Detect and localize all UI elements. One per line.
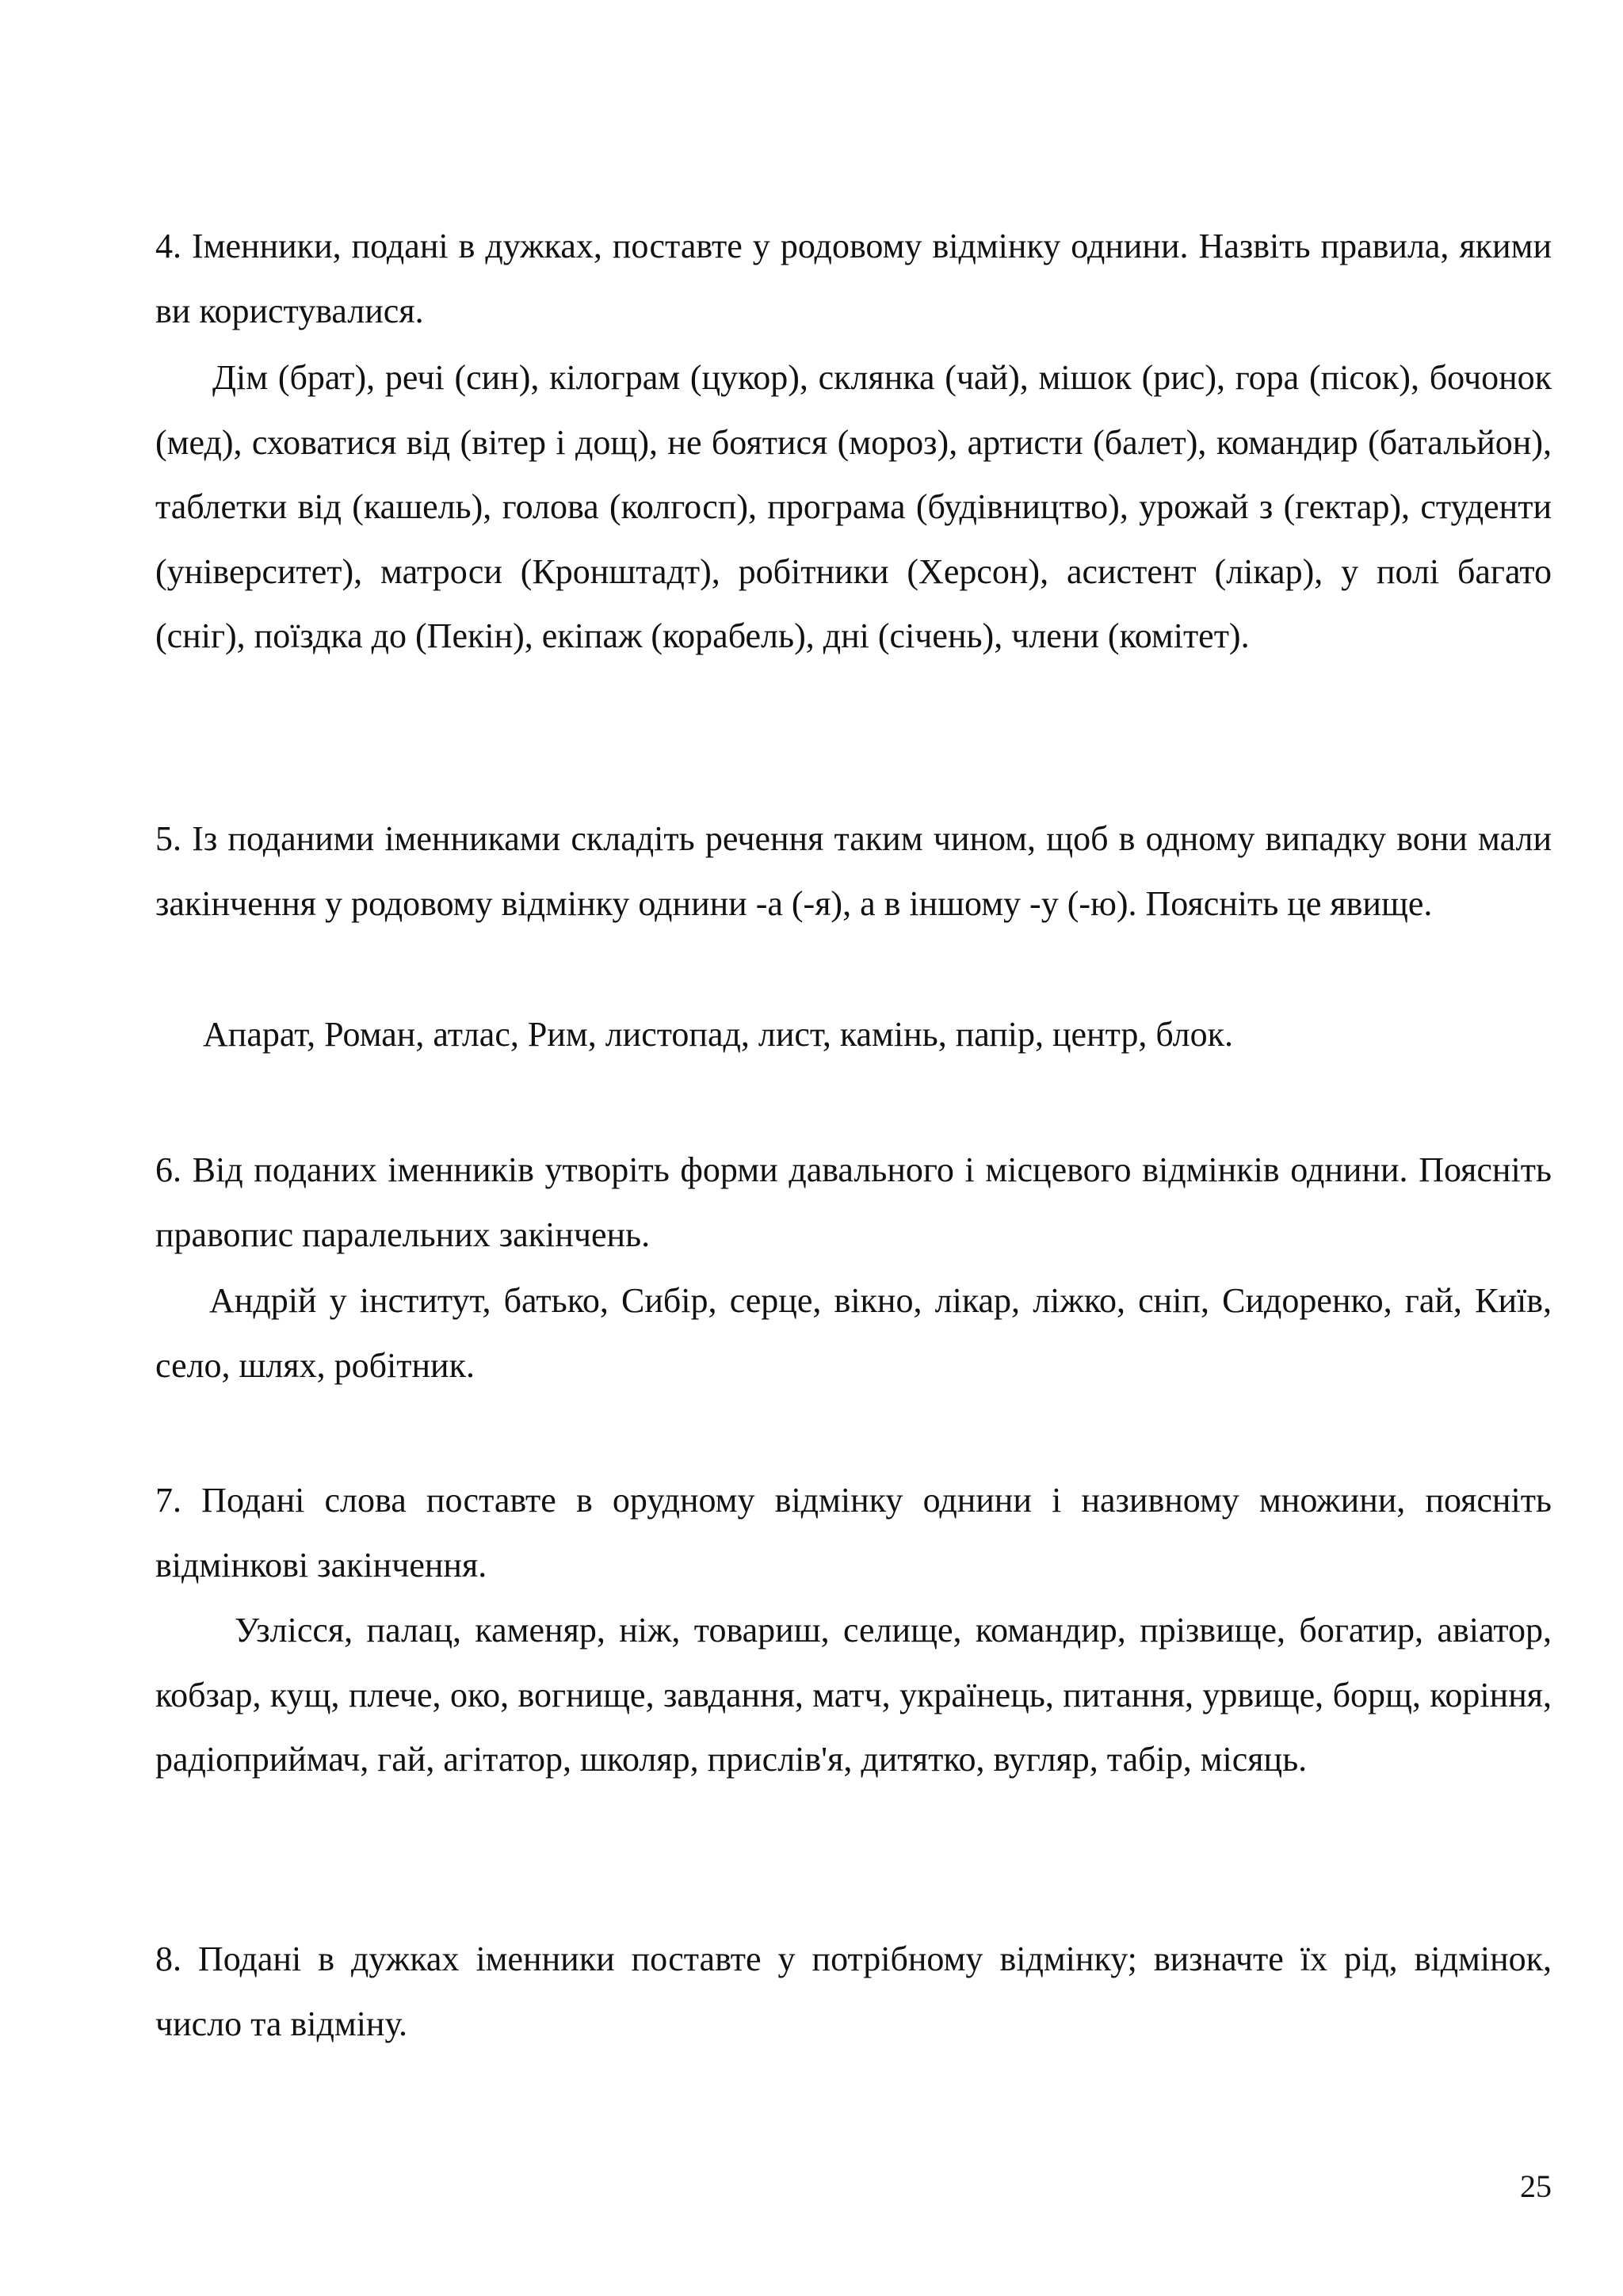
exercise-7-words: Узлісся, палац, каменяр, ніж, товариш, селище, командир, прізвище, богатир, авіатор, кобзар, кущ, плече, око, вогнище, завдання, матч, українець, питання, урвище, борщ, коріння, радіоприймач, гай, агітатор, школяр, прислів'я, дитятко, вугляр, табір, місяць. xyxy=(155,1611,1552,1779)
exercise-6-words: Андрій у інститут, батько, Сибір, серце, вікно, лікар, ліжко, сніп, Сидоренко, гай, Київ, село, шлях, робітник. xyxy=(155,1281,1552,1385)
page-number: 25 xyxy=(1520,2168,1552,2204)
exercise-7-task: 7. Подані слова поставте в орудному відмінку однини і називному множини, поясніть відмінкові закінчення. xyxy=(155,1481,1552,1585)
exercise-8-task: 8. Подані в дужках іменники поставте у потрібному відмінку; визначте їх рід, відмінок, число та відміну. xyxy=(155,1939,1552,2043)
exercise-5-words: Апарат, Роман, атлас, Рим, листопад, лист, камінь, папір, центр, блок. xyxy=(203,1015,1234,1054)
exercise-4-task: 4. Іменники, подані в дужках, поставте у родовому відмінку однини. Назвіть правила, якими ви користувалися. xyxy=(155,227,1552,330)
exercise-6-task: 6. Від поданих іменників утворіть форми давального і місцевого відмінків однини. Поясніть правопис паралельних закінчень. xyxy=(155,1150,1552,1254)
exercise-5-task: 5. Із поданими іменниками складіть речення таким чином, щоб в одному випадку вони мали закінчення у родовому відмінку однини -а (-я), а в іншому -у (-ю). Поясніть це явище. xyxy=(155,819,1552,923)
exercise-4-words: Дім (брат), речі (син), кілограм (цукор), склянка (чай), мішок (рис), гора (пісок), бочонок (мед), сховатися від (вітер і дощ), не боятися (мороз), артисти (балет), командир (батальйон), таблетки від (кашель), голова (колгосп), програма (будівництво), урожай з (гектар), студенти (університет), матроси (Кронштадт), робітники (Херсон), асистент (лікар), у полі багато (сніг), поїздка до (Пекін), екіпаж (корабель), дні (січень), члени (комітет). xyxy=(155,358,1552,655)
